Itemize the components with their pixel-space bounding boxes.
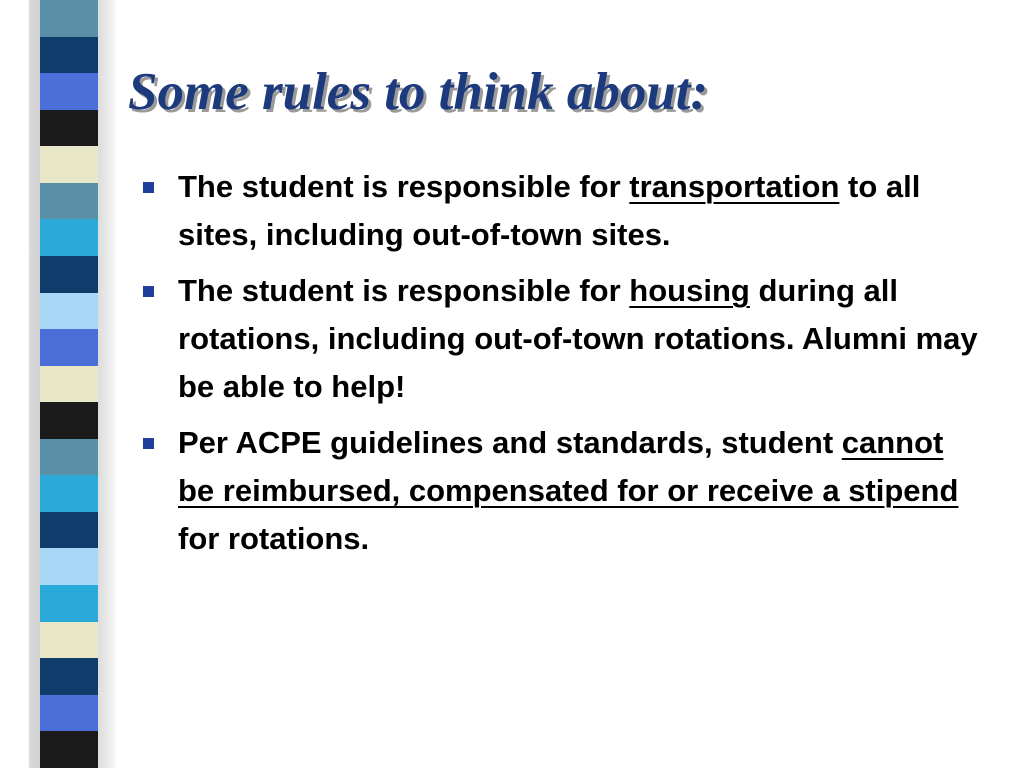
stripe-segment bbox=[40, 402, 98, 439]
stripe-segment bbox=[40, 695, 98, 732]
bullet-text bbox=[178, 425, 958, 556]
slide-title: Some rules to think about: bbox=[128, 63, 709, 121]
stripe-segment bbox=[40, 439, 98, 476]
decorative-stripe-bar bbox=[40, 0, 98, 768]
stripe-segment bbox=[40, 366, 98, 403]
stripe-segment bbox=[40, 585, 98, 622]
stripe-segment bbox=[40, 512, 98, 549]
underlined-text-segment: transportation bbox=[629, 169, 840, 204]
bullet-item bbox=[140, 163, 980, 259]
square-bullet-icon bbox=[143, 182, 154, 193]
stripe-segment bbox=[40, 293, 98, 330]
stripe-segment bbox=[40, 73, 98, 110]
stripe-segment bbox=[40, 329, 98, 366]
stripe-segment bbox=[40, 37, 98, 74]
stripe-segment bbox=[40, 256, 98, 293]
square-bullet-icon bbox=[143, 438, 154, 449]
stripe-segment bbox=[40, 219, 98, 256]
stripe-segment bbox=[40, 475, 98, 512]
text-segment: Per ACPE guidelines and standards, student bbox=[178, 425, 842, 460]
square-bullet-icon bbox=[143, 286, 154, 297]
text-segment: The student is responsible for bbox=[178, 169, 630, 204]
text-segment: to all sites, including out-of-town sites. bbox=[178, 169, 921, 252]
underlined-text-segment: housing bbox=[629, 273, 750, 308]
stripe-segment bbox=[40, 622, 98, 659]
underlined-text-segment: cannot be reimbursed, compensated for or receive a stipend bbox=[178, 425, 959, 508]
stripe-segment bbox=[40, 658, 98, 695]
bullet-list bbox=[140, 163, 980, 571]
bullet-text bbox=[178, 169, 920, 252]
stripe-segment bbox=[40, 146, 98, 183]
stripe-segment bbox=[40, 731, 98, 768]
stripe-segment bbox=[40, 0, 98, 37]
bullet-item bbox=[140, 419, 980, 563]
text-segment: for rotations. bbox=[178, 521, 370, 556]
bullet-item bbox=[140, 267, 980, 411]
stripe-segment bbox=[40, 110, 98, 147]
text-segment: during all rotations, including out-of-town rotations. Alumni may be able to help! bbox=[178, 273, 978, 404]
text-segment: The student is responsible for bbox=[178, 273, 630, 308]
stripe-segment bbox=[40, 548, 98, 585]
bullet-text bbox=[178, 273, 978, 404]
stripe-segment bbox=[40, 183, 98, 220]
